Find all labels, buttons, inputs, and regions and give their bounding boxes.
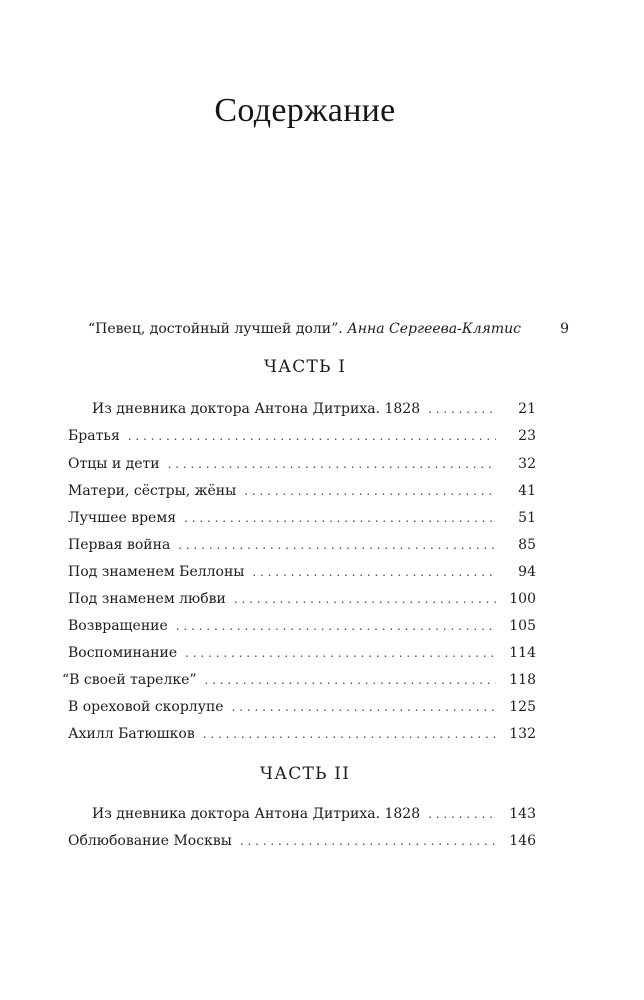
- toc-entry-title: В ореховой скорлупе: [68, 699, 224, 715]
- toc-entry-title: Воспоминание: [68, 645, 178, 661]
- toc-page-number: 143: [509, 806, 536, 822]
- toc-page-number: 41: [518, 483, 536, 499]
- toc-page-number: 21: [518, 401, 536, 417]
- toc-page-number: 125: [509, 699, 536, 715]
- dot-leader: [232, 695, 496, 719]
- toc-page-number: 114: [509, 645, 536, 661]
- toc-entry-title: Лучшее время: [68, 510, 177, 526]
- toc-entry[interactable]: [68, 614, 536, 638]
- toc-page-number: 32: [518, 456, 536, 472]
- toc-entry-title: Братья: [68, 428, 120, 444]
- page-title: Содержание: [214, 92, 396, 129]
- dot-leader: [184, 506, 496, 530]
- dot-leader: [176, 614, 496, 638]
- toc-entry[interactable]: [68, 452, 536, 476]
- dot-leader: [128, 424, 496, 448]
- toc-entry[interactable]: [68, 587, 536, 611]
- toc-entry[interactable]: [68, 641, 536, 665]
- toc-entry-title: Возвращение: [68, 618, 168, 634]
- toc-entry[interactable]: [68, 695, 536, 719]
- dot-leader: [428, 802, 496, 826]
- dot-leader: [428, 397, 496, 421]
- dot-leader: [185, 641, 496, 665]
- toc-entry[interactable]: [68, 424, 536, 448]
- dot-leader: [205, 668, 496, 692]
- toc-page-number: 94: [518, 564, 536, 580]
- toc-entry-title: Матери, сёстры, жёны: [68, 483, 237, 499]
- toc-entry-title: Ахилл Батюшков: [68, 726, 195, 742]
- part-heading-1: ЧАСТЬ I: [263, 357, 347, 377]
- toc-page-number: 146: [509, 833, 536, 849]
- toc-entry-title: Под знаменем любви: [68, 591, 226, 607]
- toc-entry[interactable]: [68, 829, 536, 853]
- toc-page-number: 118: [509, 672, 536, 688]
- toc-entry-title: Из дневника доктора Антона Дитриха. 1828: [92, 806, 421, 822]
- dot-leader: [234, 587, 496, 611]
- toc-entry-title: Под знаменем Беллоны: [68, 564, 245, 580]
- toc-entry[interactable]: [68, 560, 536, 584]
- toc-page-number: 85: [518, 537, 536, 553]
- toc-entry[interactable]: [68, 533, 536, 557]
- toc-page-number: 132: [509, 726, 536, 742]
- toc-entry-title: [88, 317, 521, 341]
- part-heading-2: ЧАСТЬ II: [259, 764, 351, 784]
- toc-entry-title: Первая война: [68, 537, 171, 553]
- toc-page-number: 100: [509, 591, 536, 607]
- toc-entry[interactable]: [68, 722, 536, 746]
- dot-leader: [168, 452, 496, 476]
- toc-entry[interactable]: [92, 397, 536, 421]
- toc-entry-title: “В своей тарелке”: [62, 672, 197, 688]
- dot-leader: [244, 479, 496, 503]
- dot-leader: [178, 533, 496, 557]
- toc-entry[interactable]: [68, 506, 536, 530]
- toc-entry-title: Отцы и дети: [68, 456, 160, 472]
- toc-entry[interactable]: [68, 479, 536, 503]
- toc-entry-title: Облюбование Москвы: [68, 833, 232, 849]
- preface-title: “Певец, достойный лучшей доли”.: [88, 321, 343, 337]
- toc-entry[interactable]: [92, 802, 536, 826]
- toc-page-number: 23: [518, 428, 536, 444]
- toc-entry-title: Из дневника доктора Антона Дитриха. 1828: [92, 401, 421, 417]
- dot-leader: [203, 722, 496, 746]
- preface-author: Анна Сергеева-Клятис: [347, 321, 522, 337]
- toc-page-number: 9: [560, 321, 570, 337]
- toc-entry[interactable]: [62, 668, 536, 692]
- toc-page-number: 51: [518, 510, 536, 526]
- dot-leader: [252, 560, 496, 584]
- toc-entry-preface[interactable]: [88, 317, 570, 341]
- dot-leader: [240, 829, 496, 853]
- toc-page-number: 105: [509, 618, 536, 634]
